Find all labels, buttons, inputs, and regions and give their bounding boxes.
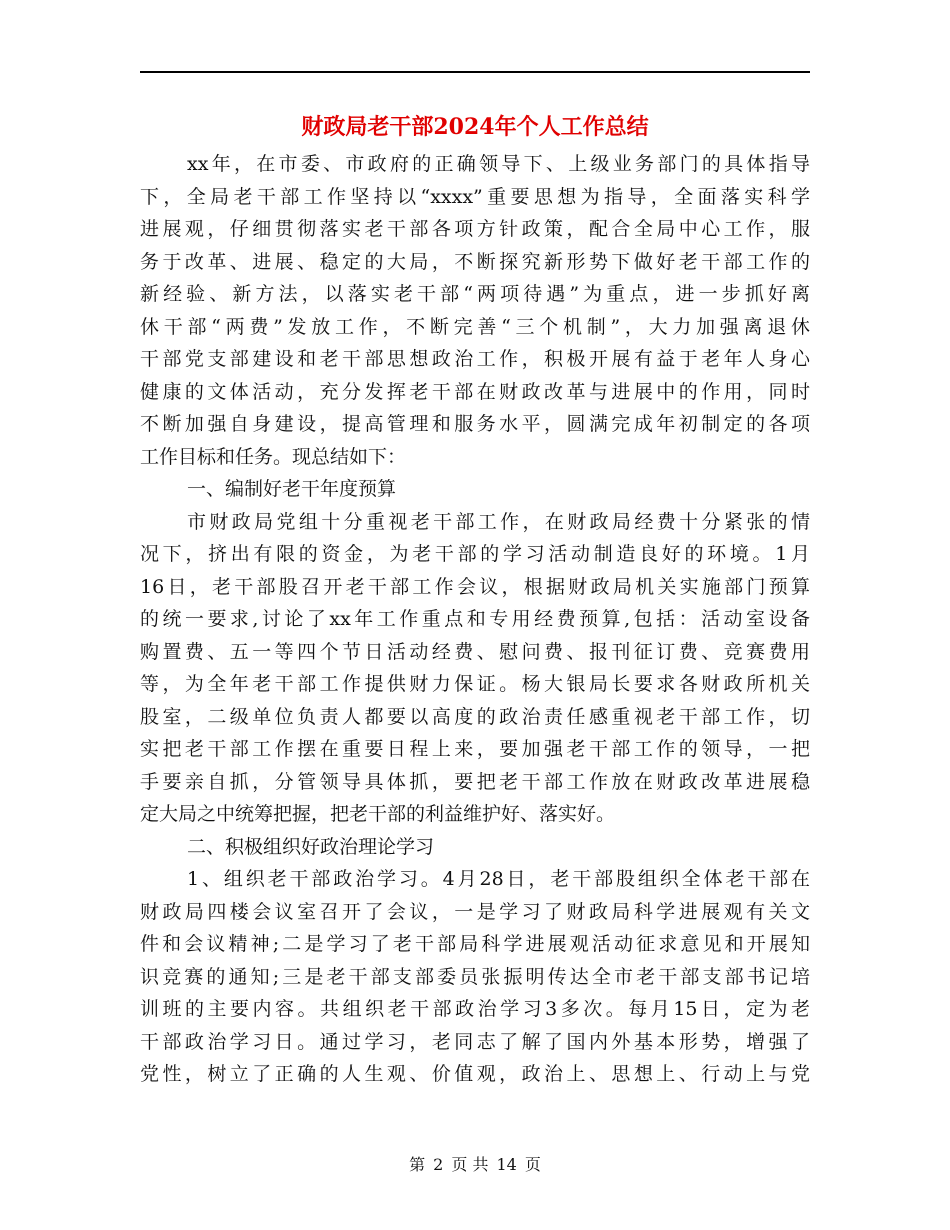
- document-body: [140, 148, 810, 1091]
- paragraph-line: 16日，老干部股召开老干部工作会议，根据财政局机关实施部门预算: [140, 575, 810, 598]
- section-heading: 二、积极组织好政治理论学习: [187, 835, 435, 858]
- paragraph-line: 件和会议精神;二是学习了老干部局科学进展观活动征求意见和开展知: [140, 933, 810, 955]
- paragraph-line: 的统一要求,讨论了xx年工作重点和专用经费预算,包括：活动室设备: [140, 608, 810, 630]
- document-title: 财政局老干部2024年个人工作总结: [301, 114, 649, 140]
- paragraph-line: 训班的主要内容。共组织老干部政治学习3多次。每月15日，定为老: [140, 998, 810, 1020]
- paragraph-line: 手要亲自抓，分管领导具体抓，要把老干部工作放在财政改革进展稳: [140, 770, 810, 793]
- total-page-count: 14: [496, 1155, 517, 1174]
- section-heading: 一、编制好老干年度预算: [187, 478, 397, 500]
- paragraph-line: 况下，挤出有限的资金，为老干部的学习活动制造良好的环境。1月: [140, 543, 810, 565]
- paragraph-line: 1、组织老干部政治学习。4月28日，老干部股组织全体老干部在: [187, 868, 810, 890]
- page-footer: [0, 1152, 950, 1175]
- paragraph-line: 实把老干部工作摆在重要日程上来，要加强老干部工作的领导，一把: [140, 738, 810, 760]
- footer-middle: 页 共: [451, 1155, 489, 1174]
- paragraph-line: 等，为全年老干部工作提供财力保证。杨大银局长要求各财政所机关: [140, 673, 810, 695]
- paragraph-line: 不断加强自身建设，提高管理和服务水平，圆满完成年初制定的各项: [140, 413, 810, 435]
- paragraph-line: 干部政治学习日。通过学习，老同志了解了国内外基本形势，增强了: [140, 1030, 810, 1053]
- paragraph-line: 工作目标和任务。现总结如下：: [140, 445, 407, 468]
- header-rule: [140, 71, 810, 73]
- paragraph-line: 进展观，仔细贯彻落实老干部各项方针政策，配合全局中心工作，服: [140, 218, 810, 240]
- paragraph-line: 股室，二级单位负责人都要以高度的政治责任感重视老干部工作，切: [140, 705, 810, 728]
- paragraph-line: 健康的文体活动，充分发挥老干部在财政改革与进展中的作用，同时: [140, 380, 810, 403]
- paragraph-line: 市财政局党组十分重视老干部工作，在财政局经费十分紧张的情: [187, 510, 810, 533]
- paragraph-line: 新经验、新方法，以落实老干部“两项待遇”为重点，进一步抓好离: [140, 283, 810, 305]
- paragraph-line: 识竞赛的通知;三是老干部支部委员张振明传达全市老干部支部书记培: [140, 965, 810, 988]
- paragraph-line: 购置费、五一等四个节日活动经费、慰问费、报刊征订费、竞赛费用: [140, 640, 810, 663]
- footer-suffix: 页: [524, 1155, 541, 1174]
- paragraph-line: 休干部“两费”发放工作，不断完善“三个机制”，大力加强离退休: [140, 315, 810, 338]
- paragraph-line: 财政局四楼会议室召开了会议，一是学习了财政局科学进展观有关文: [140, 900, 810, 923]
- paragraph-line: xx年，在市委、市政府的正确领导下、上级业务部门的具体指导: [187, 153, 810, 175]
- paragraph-line: 定大局之中统筹把握，把老干部的利益维护好、落实好。: [140, 803, 616, 825]
- current-page-number: 2: [433, 1155, 444, 1174]
- paragraph-line: 务于改革、进展、稳定的大局，不断探究新形势下做好老干部工作的: [140, 250, 810, 273]
- paragraph-line: 干部党支部建设和老干部思想政治工作，积极开展有益于老年人身心: [140, 348, 810, 370]
- footer-prefix: 第: [409, 1155, 426, 1174]
- paragraph-line: 党性，树立了正确的人生观、价值观，政治上、思想上、行动上与党: [140, 1063, 810, 1085]
- paragraph-line: 下，全局老干部工作坚持以“xxxx”重要思想为指导，全面落实科学: [140, 185, 810, 208]
